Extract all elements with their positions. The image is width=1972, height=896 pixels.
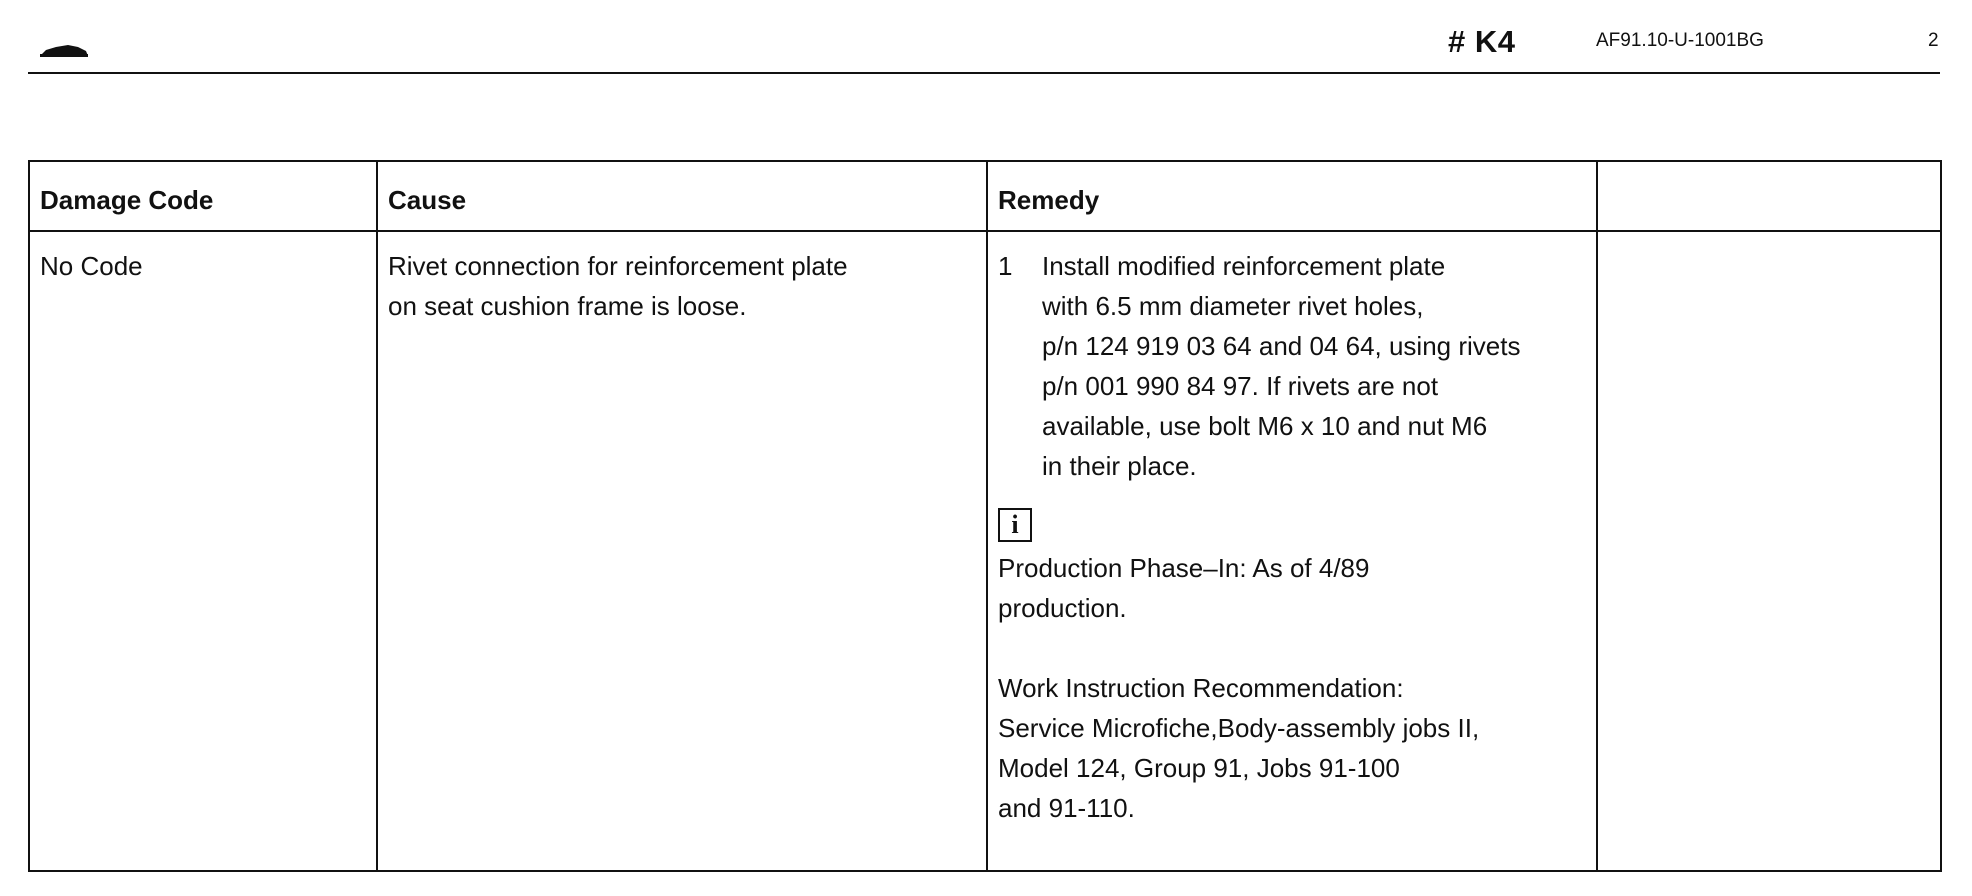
damage-remedy-table [28, 160, 1942, 872]
header-blank [1597, 161, 1941, 231]
remedy-step-text [1042, 246, 1586, 486]
damage-code-value: No Code [40, 251, 143, 281]
remedy-line: in their place. [1042, 451, 1197, 481]
header-damage-code: Damage Code [29, 161, 377, 231]
paragraph-gap [998, 628, 1586, 668]
table-header-row [29, 161, 1941, 231]
remedy-line: available, use bolt M6 x 10 and nut M6 [1042, 411, 1488, 441]
info-icon: i [998, 508, 1032, 542]
work-instruction-line: Model 124, Group 91, Jobs 91-100 [998, 753, 1400, 783]
car-silhouette-icon [38, 38, 90, 62]
cause-cell [377, 231, 987, 871]
remedy-line: p/n 001 990 84 97. If rivets are not [1042, 371, 1439, 401]
work-instruction-line: Service Microfiche,Body-assembly jobs II, [998, 713, 1480, 743]
remedy-line: with 6.5 mm diameter rivet holes, [1042, 291, 1424, 321]
blank-cell [1597, 231, 1941, 871]
remedy-step-number: 1 [998, 251, 1013, 281]
page-number: 2 [1928, 30, 1939, 51]
phase-in-line: Production Phase–In: As of 4/89 [998, 553, 1370, 583]
page-header [28, 18, 1940, 72]
header-cause: Cause [377, 161, 987, 231]
work-instruction-line: Work Instruction Recommendation: [998, 673, 1404, 703]
table-row [29, 231, 1941, 871]
damage-code-cell [29, 231, 377, 871]
document-reference: AF91.10-U-1001BG [1596, 30, 1764, 51]
remedy-step [998, 246, 1586, 486]
cause-line: on seat cushion frame is loose. [388, 291, 747, 321]
work-instruction-note [998, 668, 1586, 828]
header-divider [28, 72, 1940, 74]
cause-line: Rivet connection for reinforcement plate [388, 251, 848, 281]
remedy-line: p/n 124 919 03 64 and 04 64, using rivets [1042, 331, 1521, 361]
work-instruction-line: and 91-110. [998, 793, 1135, 823]
remedy-line: Install modified reinforcement plate [1042, 251, 1446, 281]
header-remedy: Remedy [987, 161, 1597, 231]
remedy-cell [987, 231, 1597, 871]
phase-in-note [998, 548, 1586, 628]
phase-in-line: production. [998, 593, 1127, 623]
document-code: # K4 [1448, 24, 1516, 59]
